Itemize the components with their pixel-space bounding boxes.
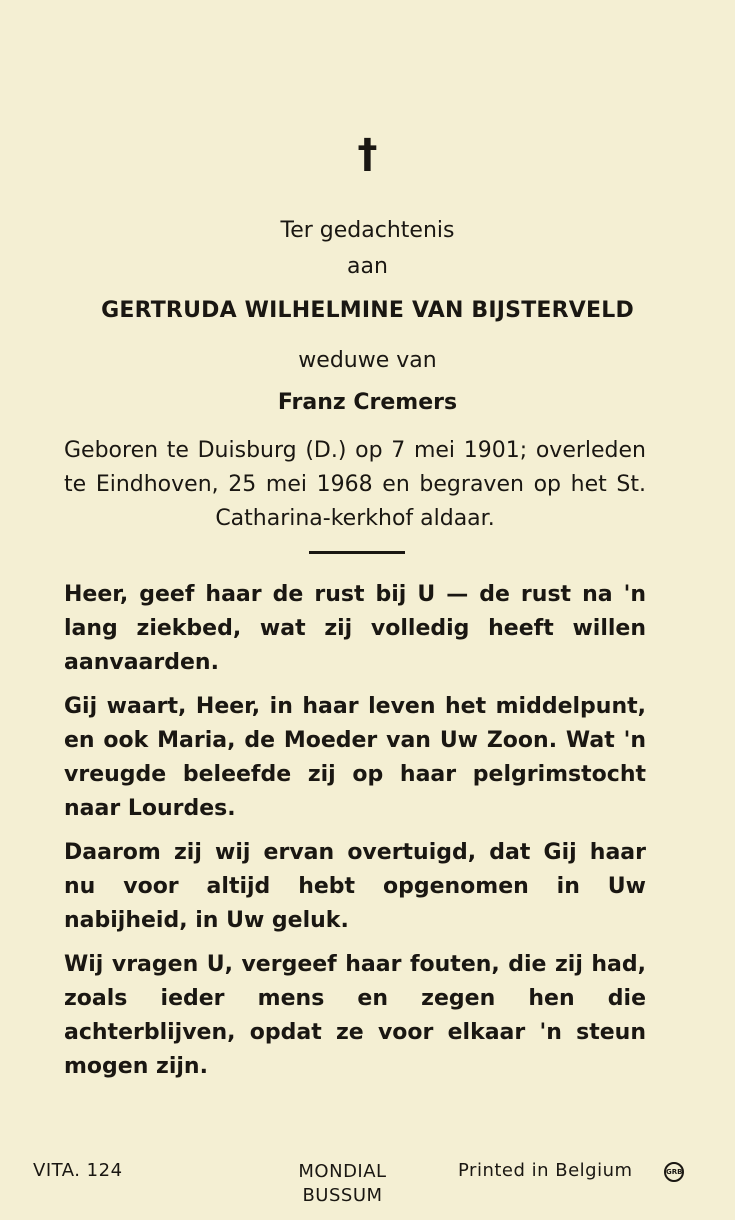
prayer-paragraph-3: Daarom zij wij ervan overtuigd, dat Gij haar nu voor altijd hebt opgenomen in Uw nabijheid, in Uw geluk.: [64, 840, 646, 933]
prayer-text: [64, 578, 646, 1094]
relation-text: weduwe van: [298, 348, 437, 373]
printed-in: Printed in Belgium: [458, 1160, 633, 1181]
publisher: [280, 1160, 405, 1208]
cross-icon: †: [357, 131, 378, 177]
life-dates-paragraph: Geboren te Duisburg (D.) op 7 mei 1901; overleden te Eindhoven, 25 mei 1968 en begraven op het St. Catharina-kerkhof aldaar.: [64, 438, 646, 531]
series-number: VITA. 124: [33, 1160, 123, 1181]
spouse-name: Franz Cremers: [277, 390, 458, 415]
publisher-line-1: MONDIAL: [298, 1161, 387, 1182]
prayer-paragraph-1: Heer, geef haar de rust bij U — de rust na 'n lang ziekbed, wat zij volledig heeft willen aanvaarden.: [64, 582, 646, 675]
header-line-1: Ter gedachtenis: [280, 218, 455, 243]
publisher-line-2: BUSSUM: [302, 1185, 383, 1206]
deceased-name: GERTRUDA WILHELMINE VAN BIJSTERVELD: [101, 298, 634, 323]
divider-rule: [309, 551, 405, 554]
header-line-2: aan: [347, 254, 388, 279]
printer-logo-icon: GRB: [664, 1162, 684, 1182]
prayer-paragraph-4: Wij vragen U, vergeef haar fouten, die zij had, zoals ieder mens en zegen hen die achterblijven, opdat ze voor elkaar 'n steun mogen zijn.: [64, 952, 646, 1079]
prayer-paragraph-2: Gij waart, Heer, in haar leven het middelpunt, en ook Maria, de Moeder van Uw Zoon. Wat 'n vreugde beleefde zij op haar pelgrimstocht naar Lourdes.: [64, 694, 646, 821]
